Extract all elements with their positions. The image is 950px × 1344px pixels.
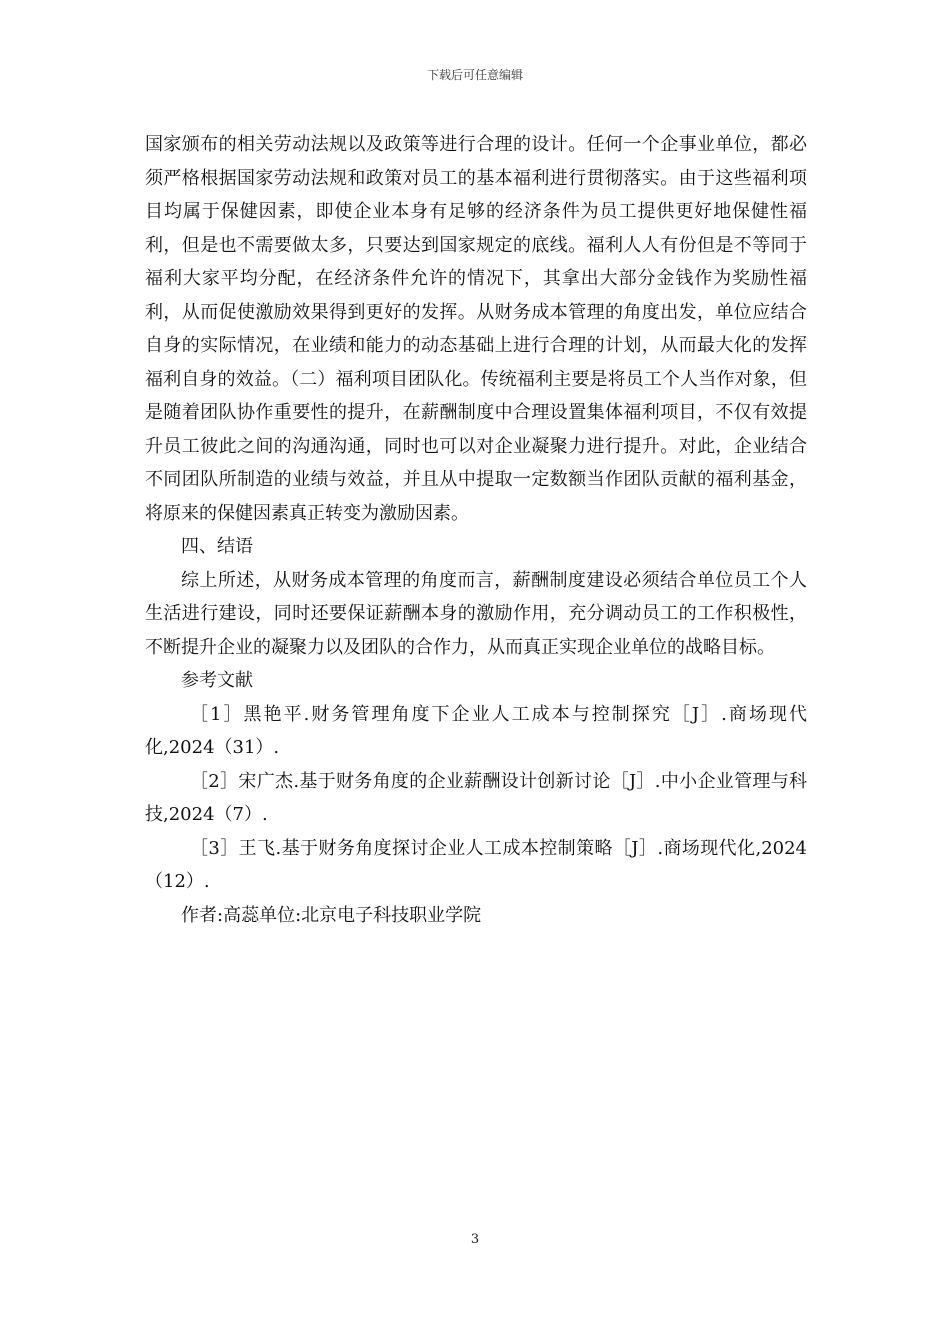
body-paragraph: 国家颁布的相关劳动法规以及政策等进行合理的设计。任何一个企事业单位，都必须严格根据国家劳动法规和政策对员工的基本福利进行贯彻落实。由于这些福利项目均属于保健因素，即使企业本身有足够的经济条件为员工提供更好地保健性福利，但是也不需要做太多，只要达到国家规定的底线。福利人人有份但是不等同于福利大家平均分配，在经济条件允许的情况下，其拿出大部分金钱作为奖励性福利，从而促使激励效果得到更好的发挥。从财务成本管理的角度出发，单位应结合自身的实际情况，在业绩和能力的动态基础上进行合理的计划，从而最大化的发挥福利自身的效益。（二）福利项目团队化。传统福利主要是将员工个人当作对象，但是随着团队协作重要性的提升，在薪酬制度中合理设置集体福利项目，不仅有效提升员工彼此之间的沟通沟通，同时也可以对企业凝聚力进行提升。对此，企业结合不同团队所制造的业绩与效益，并且从中提取一定数额当作团队贡献的福利基金，将原来的保健因素真正转变为激励因素。 bbox=[145, 134, 807, 524]
reference-item-2: ［2］宋广杰.基于财务角度的企业薪酬设计创新讨论［J］.中小企业管理与科技,2024（7）. bbox=[145, 770, 807, 825]
reference-item-3: ［3］王飞.基于财务角度探讨企业人工成本控制策略［J］.商场现代化,2024（12）. bbox=[145, 837, 807, 892]
page-header bbox=[0, 66, 950, 83]
section-heading-conclusion: 四、结语 bbox=[181, 536, 253, 557]
author-line: 作者:高蕊单位:北京电子科技职业学院 bbox=[181, 904, 482, 926]
header-text: 下载后可任意编辑 bbox=[426, 68, 523, 82]
references-heading: 参考文献 bbox=[181, 670, 253, 691]
page-number-text: 3 bbox=[470, 1232, 480, 1247]
page-number bbox=[0, 1232, 950, 1247]
reference-item-1: ［1］黑艳平.财务管理角度下企业人工成本与控制探究［J］.商场现代化,2024（31）. bbox=[145, 703, 807, 758]
conclusion-paragraph: 综上所述，从财务成本管理的角度而言，薪酬制度建设必须结合单位员工个人生活进行建设，同时还要保证薪酬本身的激励作用，充分调动员工的工作积极性，不断提升企业的凝聚力以及团队的合作力，从而真正实现企业单位的战略目标。 bbox=[145, 569, 807, 658]
document-body bbox=[145, 128, 807, 932]
